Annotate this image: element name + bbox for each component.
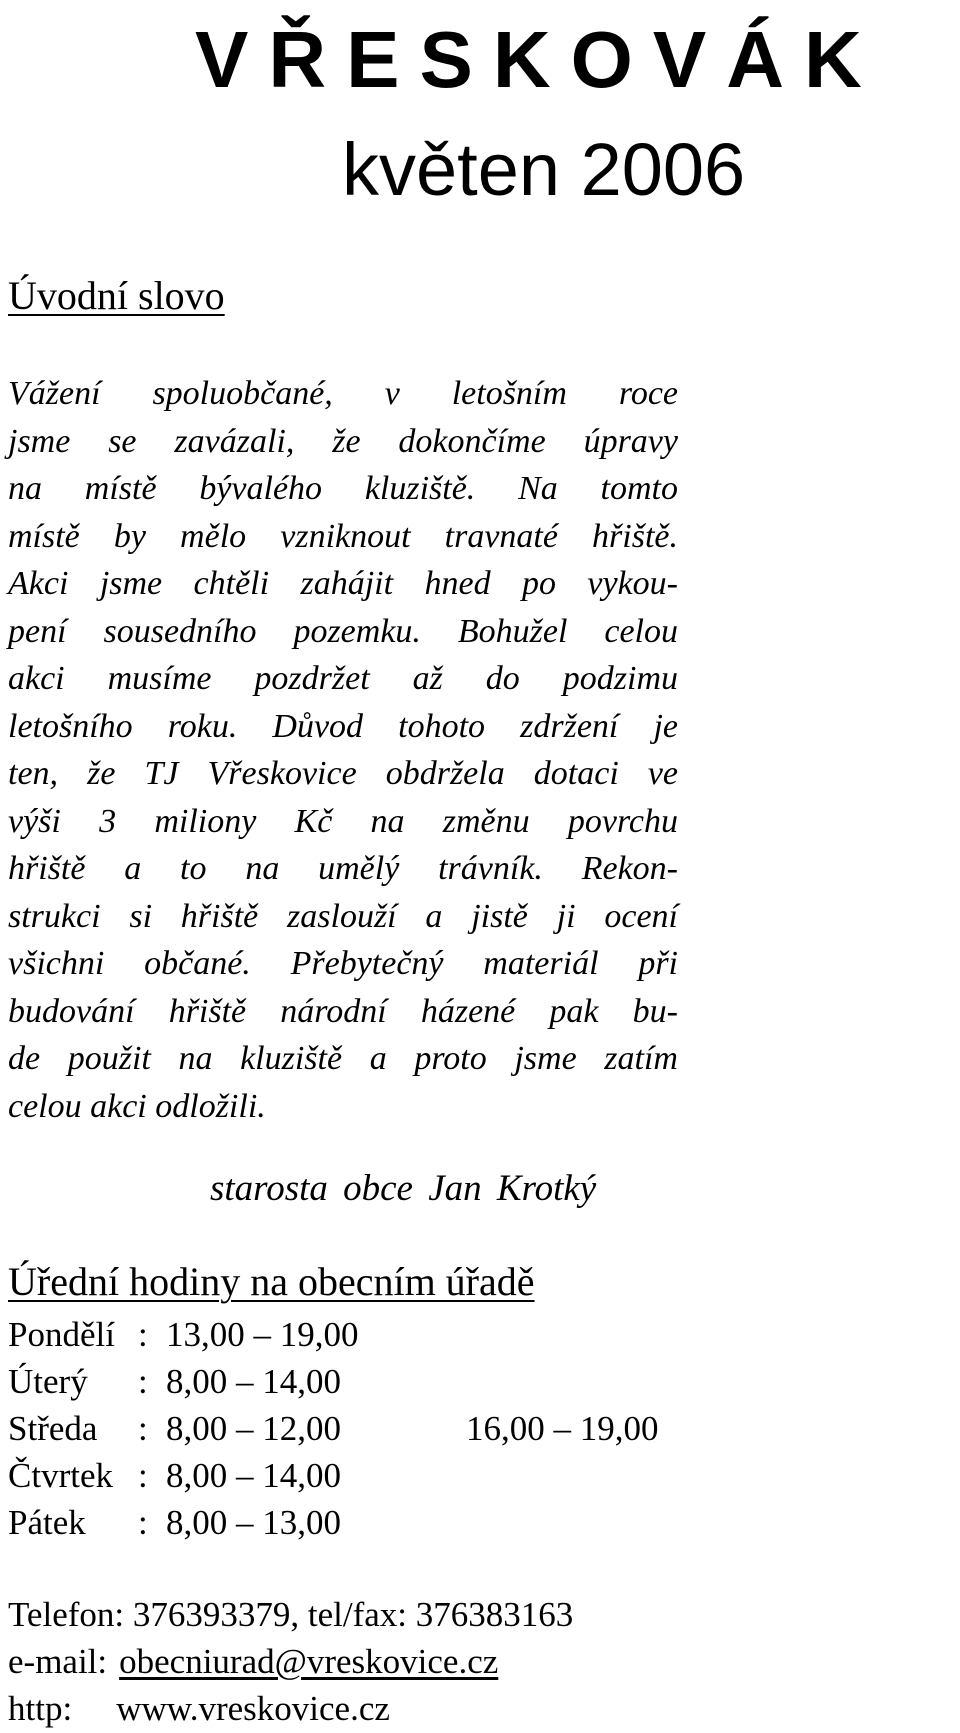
article-line: na místě bývalého kluziště. Na tomto xyxy=(8,470,678,507)
article-line: Akci jsme chtěli zahájit hned po vykou- xyxy=(8,565,678,602)
hours-separator: : xyxy=(138,1456,148,1495)
hours-separator: : xyxy=(138,1362,148,1401)
article-line: akci musíme pozdržet až do podzimu xyxy=(8,660,678,697)
hours-day: Pátek xyxy=(8,1503,86,1542)
signature: starosta obce Jan Krotký xyxy=(210,1168,597,1209)
article-line: místě by mělo vzniknout travnaté hřiště. xyxy=(8,517,678,555)
issue-date: květen 2006 xyxy=(342,128,746,211)
article-line: jsme se zavázali, že dokončíme úpravy xyxy=(8,422,678,460)
article-line: budování hřiště národní házené pak bu- xyxy=(8,992,678,1030)
article-line: Vážení spoluobčané, v letošním roce xyxy=(8,375,678,412)
hours-day: Čtvrtek xyxy=(8,1456,113,1495)
hours-day: Úterý xyxy=(8,1362,88,1401)
article-line: hřiště a to na umělý trávník. Rekon- xyxy=(8,850,678,887)
email-link[interactable]: obecniurad@vreskovice.cz xyxy=(119,1642,499,1681)
intro-heading: Úvodní slovo xyxy=(8,273,225,318)
hours-time: 8,00 – 12,00 xyxy=(166,1409,341,1448)
hours-separator: : xyxy=(138,1315,148,1354)
hours-time: 8,00 – 14,00 xyxy=(166,1362,341,1401)
hours-time-extra: 16,00 – 19,00 xyxy=(466,1409,659,1448)
hours-separator: : xyxy=(138,1503,148,1542)
article-line: ten, že TJ Vřeskovice obdržela dotaci ve xyxy=(8,755,678,792)
article-line: letošního roku. Důvod tohoto zdržení je xyxy=(8,707,678,745)
intro-article xyxy=(8,370,678,1130)
hours-separator: : xyxy=(138,1409,148,1448)
hours-time: 8,00 – 14,00 xyxy=(166,1456,341,1495)
email-line xyxy=(8,1638,498,1686)
email-label: e-mail: xyxy=(8,1642,108,1681)
hours-day: Středa xyxy=(8,1409,98,1448)
article-line: pení sousedního pozemku. Bohužel celou xyxy=(8,612,678,650)
article-line: celou akci odložili. xyxy=(8,1087,266,1125)
article-line: strukci si hřiště zaslouží a jistě ji ocení xyxy=(8,897,678,935)
newsletter-title: VŘESKOVÁK xyxy=(195,15,882,104)
hours-day: Pondělí xyxy=(8,1315,115,1354)
web-label: http: xyxy=(8,1689,73,1728)
hours-time: 8,00 – 13,00 xyxy=(166,1503,341,1542)
office-hours-heading: Úřední hodiny na obecním úřadě xyxy=(8,1259,535,1304)
hours-time: 13,00 – 19,00 xyxy=(166,1315,359,1354)
article-line: výši 3 miliony Kč na změnu povrchu xyxy=(8,802,678,840)
article-line: všichni občané. Přebytečný materiál při xyxy=(8,945,678,982)
web-link[interactable]: www.vreskovice.cz xyxy=(116,1689,390,1728)
article-line: de použit na kluziště a proto jsme zatím xyxy=(8,1040,678,1077)
web-line xyxy=(8,1685,390,1733)
phone-line: Telefon: 376393379, tel/fax: 376383163 xyxy=(8,1595,574,1634)
